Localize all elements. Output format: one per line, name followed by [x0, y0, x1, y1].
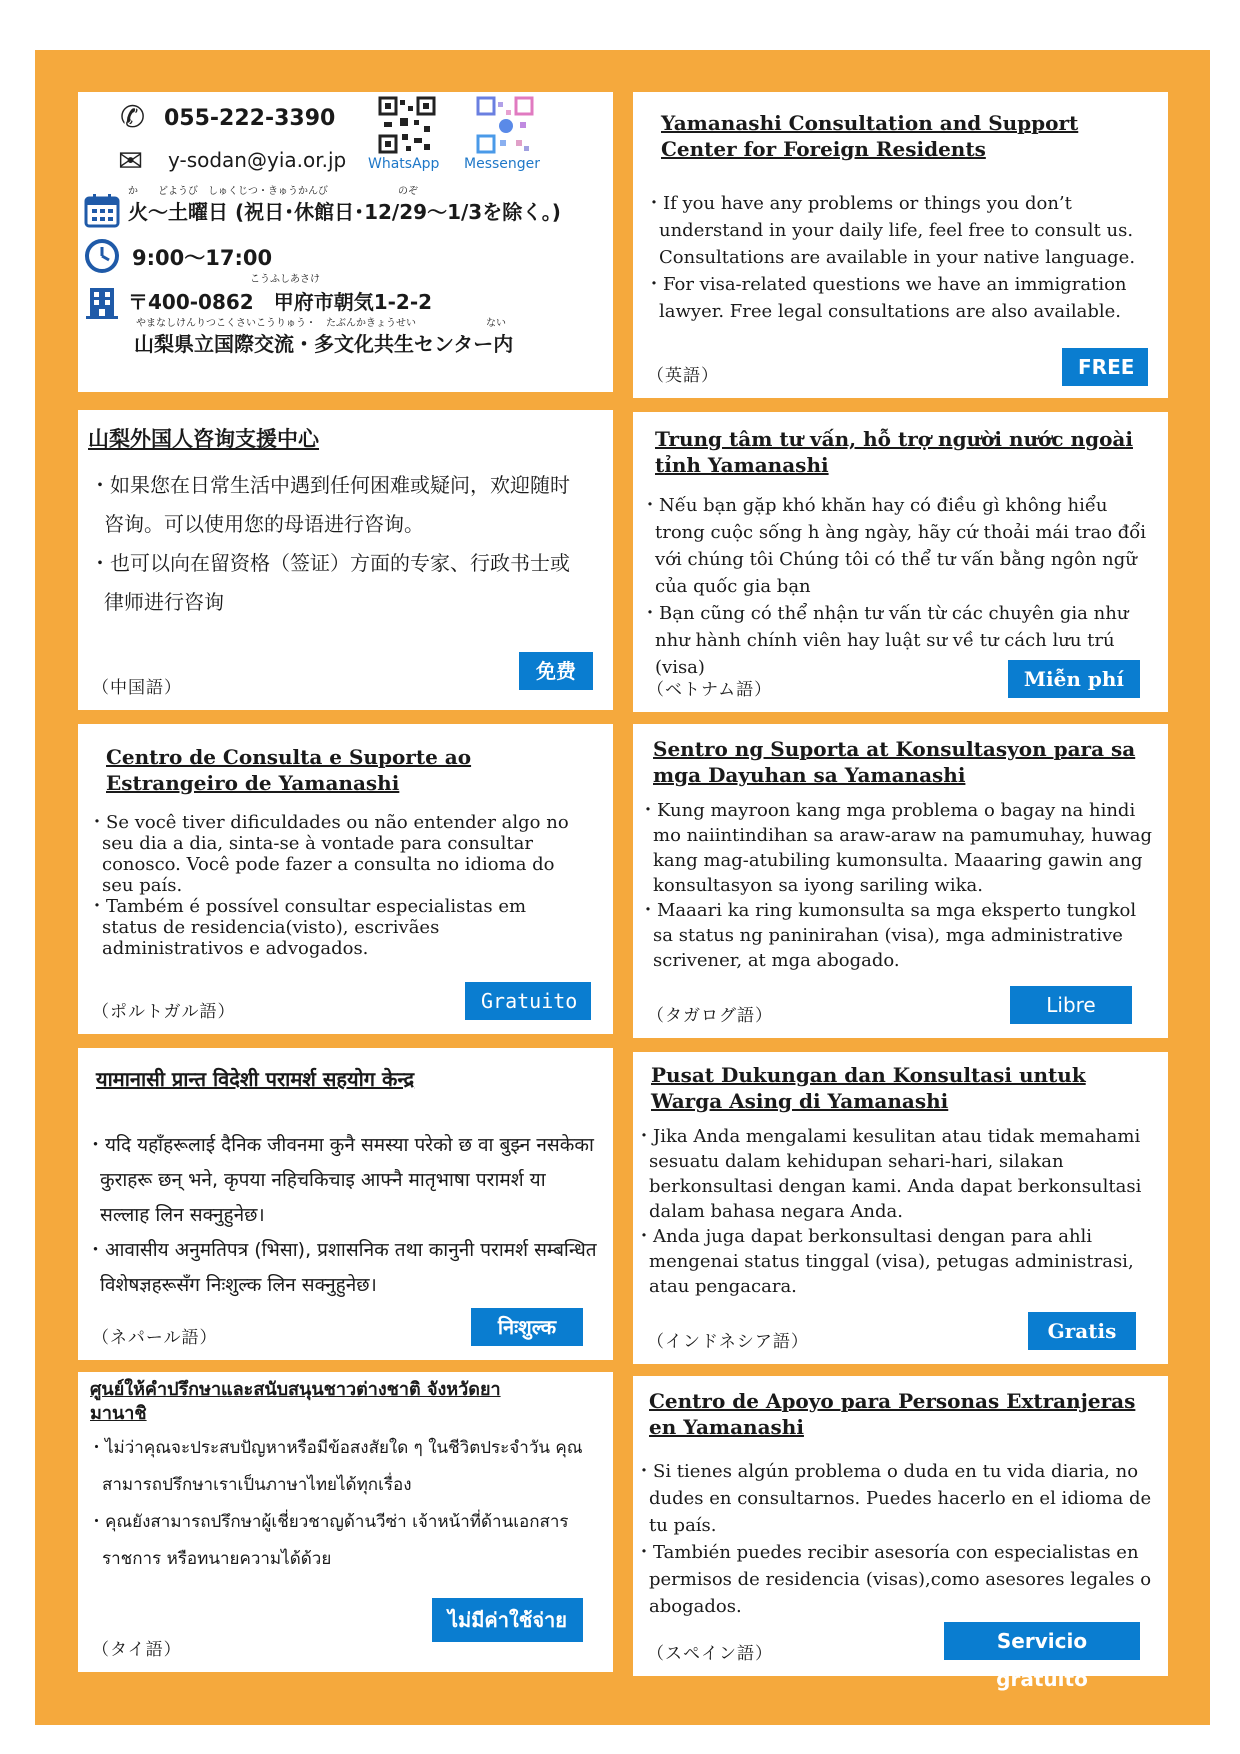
card-chinese	[78, 410, 613, 710]
bullet: ・Maaari ka ring kumonsulta sa mga eksperto tungkol sa status ng paninirahan (visa), mga administrative scrivener, at mga abogado.	[639, 900, 1137, 971]
card-body	[639, 798, 1154, 973]
card-title: ศูนย์ให้คำปรึกษาและสนับสนุนชาวต่างชาติ จังหวัดยามานาชิ	[90, 1379, 501, 1424]
address-ruby: こうふしあさけ	[250, 274, 320, 285]
bullet: ・Nếu bạn gặp khó khăn hay có điều gì không hiểu trong cuộc sống h àng ngày, hãy cứ thoải mái trao đổi với chúng tôi Chúng tôi có thể tư vấn bằng ngôn ngữ của quốc gia bạn	[641, 495, 1147, 597]
free-badge: FREE	[1062, 348, 1148, 386]
phone-icon: ✆	[120, 100, 146, 135]
card-body	[645, 190, 1154, 325]
phone-number[interactable]: 055-222-3390	[164, 106, 336, 131]
card-portuguese	[78, 724, 613, 1034]
bullet: ・If you have any problems or things you don’t understand in your daily life, feel free to consult us. Consultations are available in your native language.	[645, 193, 1136, 268]
card-body	[90, 466, 573, 622]
card-title: 山梨外国人咨询支援中心	[88, 427, 319, 451]
card-body	[635, 1124, 1154, 1299]
bullet: ・Bạn cũng có thể nhận tư vấn từ các chuyên gia như như hành chính viên hay luật sư về tư cách lưu trú (visa)	[641, 603, 1129, 678]
bullet: ・也可以向在留资格（签证）方面的专家、行政书士或律师进行咨询	[90, 551, 570, 614]
center-ruby: やまなしけんりつこくさいこうりゅう・ たぶんかきょうせい ない	[136, 318, 506, 329]
card-title: Trung tâm tư vấn, hỗ trợ người nước ngoài tỉnh Yamanashi	[655, 427, 1133, 477]
card-title: Centro de Apoyo para Personas Extranjeras en Yamanashi	[649, 1389, 1136, 1439]
clock-icon	[84, 238, 120, 274]
open-hours: 9:00～17:00	[132, 246, 273, 270]
bullet: ・आवासीय अनुमतिपत्र (भिसा), प्रशासनिक तथा कानुनी परामर्श सम्बन्धित विशेषज्ञहरूसँग निःशुल्क लिन सक्नुहुनेछ।	[86, 1239, 597, 1296]
free-badge: ไม่มีค่าใช้จ่าย	[432, 1598, 583, 1642]
bullet: ・For visa-related questions we have an immigration lawyer. Free legal consultations are also available.	[645, 274, 1127, 322]
building-icon	[84, 284, 120, 320]
calendar-icon	[84, 192, 120, 228]
contact-card	[78, 92, 613, 392]
address: 〒400-0862 甲府市朝気1-2-2	[128, 290, 433, 314]
card-spanish	[633, 1376, 1168, 1691]
bullet: ・Anda juga dapat berkonsultasi dengan para ahli mengenai status tinggal (visa), petugas administrasi, atau pengacara.	[635, 1226, 1134, 1297]
language-label: （インドネシア語）	[647, 1332, 809, 1352]
free-badge: निःशुल्क	[471, 1308, 583, 1346]
card-thai	[78, 1372, 613, 1672]
free-badge: 免费	[519, 652, 593, 690]
bullet: ・Kung mayroon kang mga problema o bagay na hindi mo naiintindihan sa araw-araw na pamumuhay, huwag kang mag-atubiling kumonsulta. Maaaring gawin ang konsultasyon sa iyong sariling wika.	[639, 800, 1153, 896]
language-label: （ベトナム語）	[647, 680, 773, 700]
bullet: ・Si tienes algún problema o duda en tu vida diaria, no dudes en consultarnos. Puedes hacerlo en el idioma de tu país.	[635, 1461, 1152, 1536]
card-body	[641, 492, 1154, 681]
center-name: 山梨県立国際交流・多文化共生センター内	[134, 332, 514, 356]
card-body	[88, 1430, 593, 1578]
free-badge: Gratuito	[465, 982, 591, 1020]
language-label: （ポルトガル語）	[92, 1002, 236, 1022]
card-body	[635, 1458, 1154, 1620]
language-label: （ネパール語）	[92, 1328, 218, 1348]
card-body	[86, 1128, 599, 1303]
free-badge: Miễn phí	[1008, 660, 1140, 698]
card-indonesian	[633, 1052, 1168, 1364]
messenger-qr-icon	[476, 96, 534, 154]
bullet: ・Também é possível consultar especialistas em status de residencia(visto), escrivães administrativos e advogados.	[88, 896, 527, 959]
free-badge: Servicio gratuito	[944, 1622, 1140, 1660]
card-title: Yamanashi Consultation and Support Center for Foreign Residents	[661, 111, 1079, 161]
free-badge: Gratis	[1028, 1312, 1136, 1350]
bullet: ・如果您在日常生活中遇到任何困难或疑问，欢迎随时咨询。可以使用您的母语进行咨询。	[90, 473, 570, 536]
language-label: （スペイン語）	[647, 1644, 773, 1664]
bullet: ・ไม่ว่าคุณจะประสบปัญหาหรือมีข้อสงสัยใด ๆ ในชีวิตประจำวัน คุณสามารถปรึกษาเราเป็นภาษาไทยได้ทุกเรื่อง	[88, 1438, 583, 1495]
bullet: ・Jika Anda mengalami kesulitan atau tidak memahami sesuatu dalam kehidupan sehari-hari, silakan berkonsultasi dengan kami. Anda dapat berkonsultasi dalam bahasa negara Anda.	[635, 1126, 1142, 1222]
language-label: （中国語）	[92, 678, 182, 698]
language-label: （タガログ語）	[647, 1006, 773, 1026]
email-address[interactable]: y-sodan@yia.or.jp	[168, 148, 347, 172]
card-title: Centro de Consulta e Suporte ao Estrangeiro de Yamanashi	[106, 745, 472, 795]
messenger-label: Messenger	[464, 156, 541, 172]
card-body	[88, 812, 573, 959]
mail-icon: ✉	[118, 144, 144, 179]
whatsapp-label: WhatsApp	[368, 156, 440, 172]
card-title: Sentro ng Suporta at Konsultasyon para sa mga Dayuhan sa Yamanashi	[653, 737, 1136, 787]
whatsapp-qr-icon	[378, 96, 436, 154]
card-tagalog	[633, 724, 1168, 1038]
days-ruby: か どようび しゅくじつ・きゅうかんび のぞ	[128, 186, 418, 197]
card-nepali	[78, 1048, 613, 1360]
open-days: 火～土曜日 (祝日･休館日･12/29～1/3を除く。)	[128, 200, 561, 224]
bullet: ・यदि यहाँहरूलाई दैनिक जीवनमा कुनै समस्या परेको छ वा बुझ्न नसकेका कुराहरू छन् भने, कृपया नहिचकिचाइ आफ्नै मातृभाषा परामर्श या सल्लाह लिन सक्नुहुनेछ।	[86, 1134, 594, 1226]
bullet: ・Se você tiver dificuldades ou não entender algo no seu dia a dia, sinta-se à vontade para consultar conosco. Você pode fazer a consulta no idioma do seu país.	[88, 812, 569, 896]
bullet: ・คุณยังสามารถปรึกษาผู้เชี่ยวชาญด้านวีซ่า เจ้าหน้าที่ด้านเอกสารราชการ หรือทนายความได้ด้วย	[88, 1512, 569, 1569]
bullet: ・También puedes recibir asesoría con especialistas en permisos de residencia (visas),como asesores legales o abogados.	[635, 1542, 1152, 1617]
card-vietnamese	[633, 412, 1168, 712]
language-label: （英語）	[647, 366, 719, 386]
card-english	[633, 92, 1168, 398]
card-title: यामानासी प्रान्त विदेशी परामर्श सहयोग केन्द्र	[96, 1067, 415, 1091]
card-title: Pusat Dukungan dan Konsultasi untuk Warga Asing di Yamanashi	[651, 1063, 1086, 1113]
free-badge: Libre	[1010, 986, 1132, 1024]
language-label: （タイ語）	[92, 1640, 182, 1660]
